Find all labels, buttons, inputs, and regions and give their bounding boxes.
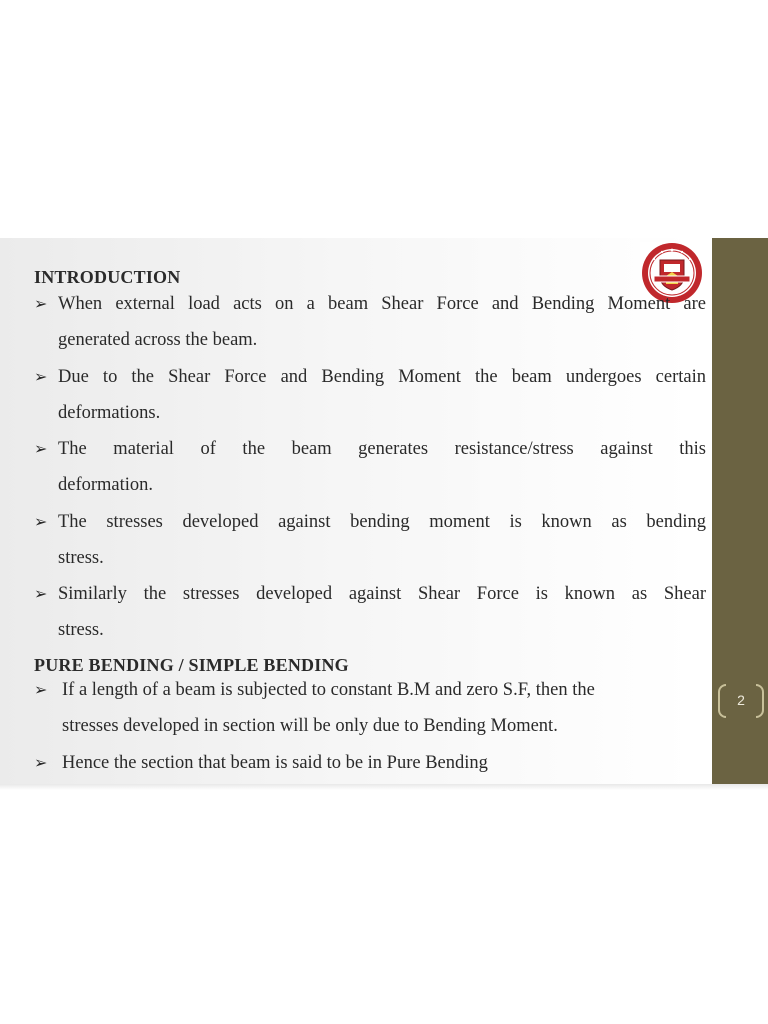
bullet-item: [34, 367, 706, 424]
page-number-badge: [716, 684, 766, 722]
bracket-left: [718, 684, 726, 718]
arrow-bullet-icon: ➢: [34, 512, 48, 531]
bullet-text: Similarly the stresses developed against Shear Force is known as Shear: [58, 584, 706, 604]
arrow-bullet-icon: ➢: [34, 294, 48, 313]
bullet-text: If a length of a beam is subjected to constant B.M and zero S.F, then the: [62, 680, 595, 700]
arrow-bullet-icon: ➢: [34, 367, 48, 386]
bullet-text-continued: stress.: [58, 548, 104, 568]
arrow-bullet-icon: ➢: [34, 584, 48, 603]
bullet-item: [34, 753, 706, 784]
bullet-text: Hence the section that beam is said to be in Pure Bending: [62, 753, 488, 773]
bullet-text-continued: deformations.: [58, 403, 161, 423]
bullet-item: [34, 294, 706, 351]
section-heading-pure-bending: PURE BENDING / SIMPLE BENDING: [34, 655, 349, 675]
bullet-text-continued: deformation.: [58, 475, 154, 495]
slide: [0, 238, 768, 784]
bullet-item: [34, 439, 706, 496]
page-number: 2: [737, 692, 745, 708]
bullet-text: When external load acts on a beam Shear Force and Bending Moment are: [58, 294, 706, 314]
bullet-text-continued: stress.: [58, 620, 104, 640]
bullet-item: [34, 584, 706, 641]
slide-edge-shadow: [0, 784, 768, 790]
bullet-text: The material of the beam generates resistance/stress against this: [58, 439, 706, 459]
bullet-text-continued: generated across the beam.: [58, 330, 258, 350]
bracket-right: [756, 684, 764, 718]
section-heading-introduction: INTRODUCTION: [34, 267, 181, 287]
arrow-bullet-icon: ➢: [34, 753, 48, 772]
bullet-text: The stresses developed against bending moment is known as bending: [58, 512, 706, 532]
arrow-bullet-icon: ➢: [34, 680, 48, 699]
bullet-item: [34, 680, 706, 737]
bullet-text-continued: stresses developed in section will be only due to Bending Moment.: [62, 716, 558, 736]
bullet-item: [34, 512, 706, 569]
bullet-text: Due to the Shear Force and Bending Moment the beam undergoes certain: [58, 367, 706, 387]
arrow-bullet-icon: ➢: [34, 439, 48, 458]
